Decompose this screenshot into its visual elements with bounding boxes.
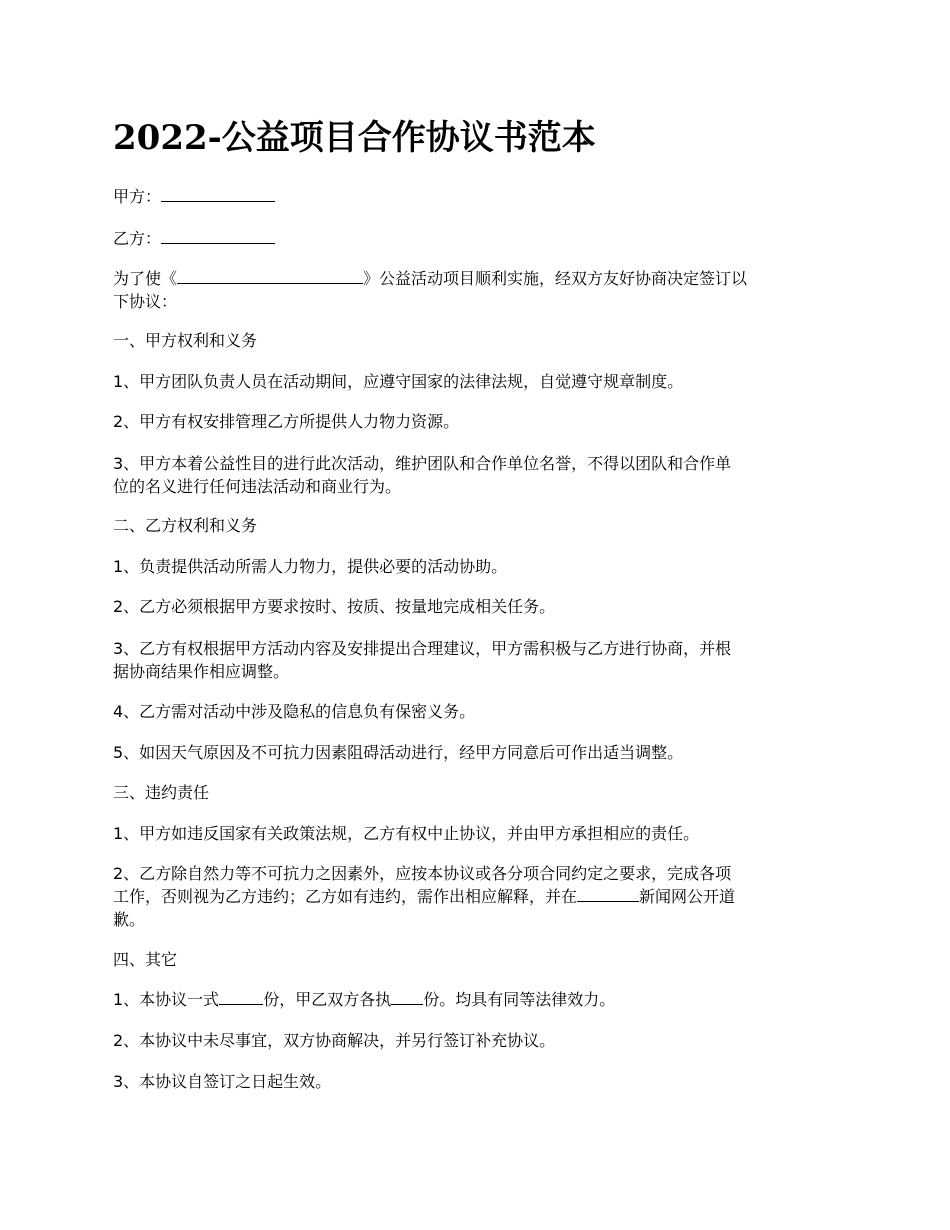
copies-pre: 1、本协议一式 bbox=[113, 990, 220, 1009]
section-3-item-2-line-1: 2、乙方除自然力等不可抗力之因素外，应按本协议或各分项合同约定之要求，完成各项 bbox=[113, 864, 732, 883]
intro-pre: 为了使《 bbox=[113, 269, 178, 288]
intro-line-1 bbox=[113, 267, 837, 290]
document-title: 2022-公益项目合作协议书范本 bbox=[113, 118, 596, 158]
section-2-item-2: 2、乙方必须根据甲方要求按时、按质、按量地完成相关任务。 bbox=[113, 597, 556, 616]
section-1-item-2: 2、甲方有权安排管理乙方所提供人力物力资源。 bbox=[113, 412, 460, 431]
party-b-line bbox=[113, 227, 837, 250]
section-1-item-1: 1、甲方团队负责人员在活动期间，应遵守国家的法律法规，自觉遵守规章制度。 bbox=[113, 372, 684, 391]
section-2-item-3-line-1: 3、乙方有权根据甲方活动内容及安排提出合理建议，甲方需积极与乙方进行协商，并根 bbox=[113, 639, 732, 658]
news-site-blank bbox=[577, 886, 639, 902]
section-4-heading: 四、其它 bbox=[113, 950, 178, 969]
section-2-item-4: 4、乙方需对活动中涉及隐私的信息负有保密义务。 bbox=[113, 702, 476, 721]
party-b-label: 乙方： bbox=[113, 229, 162, 248]
section-3-item-2-post: 新闻网公开道 bbox=[639, 887, 736, 906]
copies-post: 份。均具有同等法律效力。 bbox=[423, 990, 616, 1009]
section-3-item-2-line-2 bbox=[113, 885, 837, 908]
section-2-item-5: 5、如因天气原因及不可抗力因素阻碍活动进行，经甲方同意后可作出适当调整。 bbox=[113, 743, 684, 762]
project-name-blank bbox=[177, 268, 363, 284]
intro-line-2: 下协议： bbox=[113, 292, 178, 311]
section-1-item-3-line-1: 3、甲方本着公益性目的进行此次活动，维护团队和合作单位名誉，不得以团队和合作单 bbox=[113, 454, 732, 473]
copies-mid: 份，甲乙双方各执 bbox=[263, 990, 392, 1009]
copies-each-blank bbox=[391, 989, 423, 1005]
party-a-line bbox=[113, 185, 837, 208]
section-4-item-2: 2、本协议中未尽事宜，双方协商解决，并另行签订补充协议。 bbox=[113, 1031, 556, 1050]
section-2-item-3-line-2: 据协商结果作相应调整。 bbox=[113, 662, 290, 681]
section-4-item-1 bbox=[113, 988, 837, 1011]
section-1-heading: 一、甲方权利和义务 bbox=[113, 331, 258, 350]
section-4-item-3: 3、本协议自签订之日起生效。 bbox=[113, 1072, 332, 1091]
party-a-blank bbox=[161, 186, 275, 202]
section-2-heading: 二、乙方权利和义务 bbox=[113, 516, 258, 535]
copies-total-blank bbox=[219, 989, 263, 1005]
section-1-item-3-line-2: 位的名义进行任何违法活动和商业行为。 bbox=[113, 477, 402, 496]
party-b-blank bbox=[161, 228, 275, 244]
section-3-item-1: 1、甲方如违反国家有关政策法规，乙方有权中止协议，并由甲方承担相应的责任。 bbox=[113, 824, 700, 843]
section-3-item-2-pre: 工作，否则视为乙方违约；乙方如有违约，需作出相应解释，并在 bbox=[113, 887, 578, 906]
section-3-item-2-line-3: 歉。 bbox=[113, 910, 146, 929]
party-a-label: 甲方： bbox=[113, 187, 162, 206]
intro-post: 》公益活动项目顺利实施，经双方友好协商决定签订以 bbox=[363, 269, 748, 288]
section-2-item-1: 1、负责提供活动所需人力物力，提供必要的活动协助。 bbox=[113, 557, 508, 576]
section-3-heading: 三、违约责任 bbox=[113, 783, 210, 802]
